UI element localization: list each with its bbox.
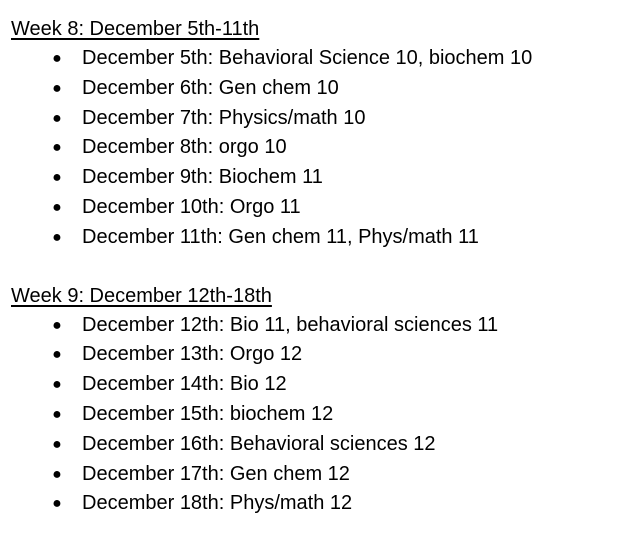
- bullet-icon: ●: [52, 346, 62, 364]
- week-8-heading: Week 8: December 5th-11th: [11, 18, 260, 40]
- bullet-icon: ●: [52, 109, 62, 127]
- schedule-entry-text: December 9th: Biochem 11: [82, 166, 323, 189]
- week-8-list: [11, 44, 611, 253]
- schedule-entry-text: December 8th: orgo 10: [82, 136, 287, 159]
- schedule-entry-text: December 12th: Bio 11, behavioral sciences 11: [82, 313, 499, 336]
- schedule-entry-text: December 14th: Bio 12: [82, 373, 287, 396]
- list-item: [11, 133, 611, 163]
- bullet-icon: ●: [52, 50, 62, 67]
- list-item: [11, 193, 611, 223]
- schedule-entry-text: December 7th: Physics/math 10: [82, 106, 366, 129]
- list-item: [11, 370, 611, 400]
- list-item: [11, 44, 611, 74]
- list-item: [11, 163, 611, 193]
- schedule-entry-text: December 15th: biochem 12: [82, 402, 334, 425]
- schedule-entry-text: December 6th: Gen chem 10: [82, 76, 339, 99]
- bullet-icon: ●: [52, 79, 62, 97]
- week-8-section: [11, 15, 611, 253]
- bullet-icon: ●: [52, 435, 62, 453]
- week-9-heading: Week 9: December 12th-18th: [11, 284, 272, 307]
- bullet-icon: ●: [52, 465, 62, 483]
- schedule-entry-text: December 11th: Gen chem 11, Phys/math 11: [82, 225, 479, 248]
- list-item: [11, 74, 611, 104]
- week-9-list: [11, 311, 611, 520]
- list-item: [11, 340, 611, 370]
- section-spacer: [11, 253, 611, 282]
- schedule-entry-text: December 16th: Behavioral sciences 12: [82, 432, 436, 455]
- list-item: [11, 400, 611, 430]
- list-item: [11, 104, 611, 134]
- study-schedule-document: [11, 15, 611, 519]
- schedule-entry-text: December 10th: Orgo 11: [82, 195, 301, 218]
- bullet-icon: ●: [52, 495, 62, 513]
- bullet-icon: ●: [52, 376, 62, 394]
- list-item: [11, 430, 611, 460]
- schedule-entry-text: December 17th: Gen chem 12: [82, 462, 350, 485]
- bullet-icon: ●: [52, 169, 62, 187]
- bullet-icon: ●: [52, 228, 62, 246]
- bullet-icon: ●: [52, 139, 62, 157]
- list-item: [11, 223, 611, 253]
- list-item: [11, 489, 611, 519]
- schedule-entry-text: December 5th: Behavioral Science 10, biochem 10: [82, 47, 533, 69]
- list-item: [11, 311, 611, 341]
- bullet-icon: ●: [52, 405, 62, 423]
- bullet-icon: ●: [52, 198, 62, 216]
- list-item: [11, 460, 611, 490]
- schedule-entry-text: December 18th: Phys/math 12: [82, 492, 353, 515]
- week-9-section: [11, 282, 611, 520]
- bullet-icon: ●: [52, 316, 62, 334]
- schedule-entry-text: December 13th: Orgo 12: [82, 343, 303, 366]
